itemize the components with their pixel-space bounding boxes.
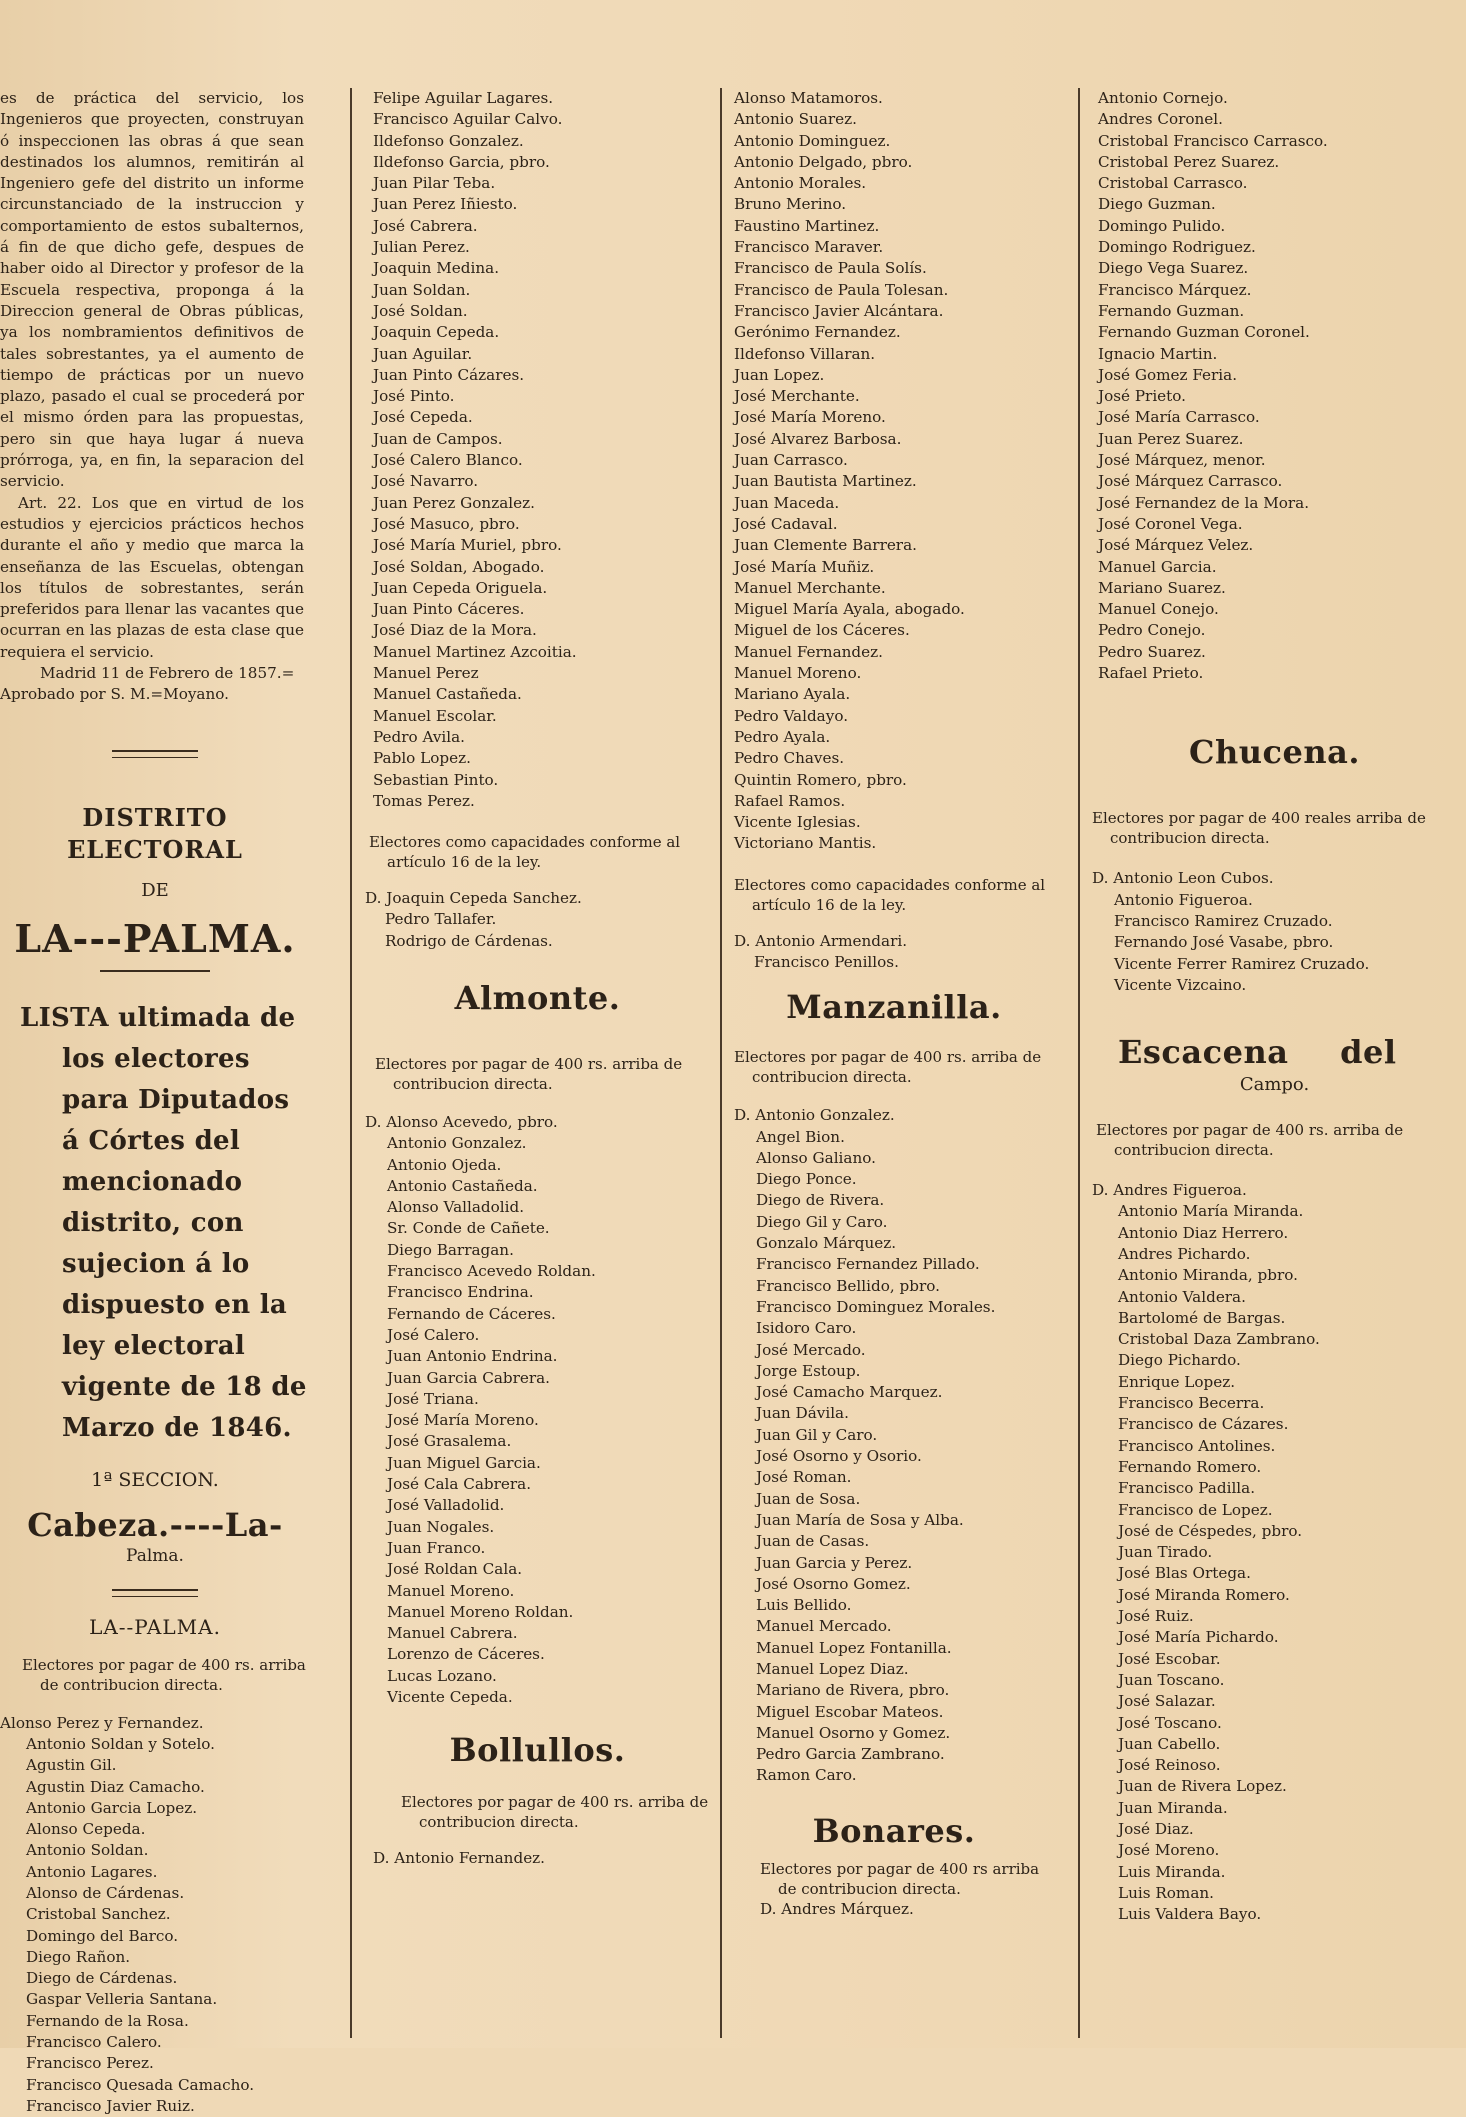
elector-name: Vicente Iglesias. [734, 813, 861, 832]
elector-name: Manuel Fernandez. [734, 642, 883, 661]
elector-name: Francisco Bellido, pbro. [756, 1276, 940, 1295]
elector-name: Diego Barragan. [387, 1240, 514, 1259]
elector-name: Julian Perez. [373, 238, 470, 257]
electors-caption: Electores por pagar de 400 rs. arriba de contribucion directa. [1096, 1121, 1404, 1160]
elector-name: José María Moreno. [387, 1411, 539, 1430]
electors-caption: Electores por pagar de 400 rs arriba de contribucion directa. [760, 1859, 1040, 1898]
elector-name: Fernando Romero. [1118, 1457, 1262, 1476]
elector-name: José Prieto. [1098, 387, 1186, 406]
electors-caption: Electores por pagar de 400 rs. arriba de contribucion directa. [22, 1655, 306, 1694]
elector-name: José Mercado. [756, 1340, 866, 1359]
elector-name: José Calero Blanco. [373, 451, 523, 470]
elector-name: Lucas Lozano. [387, 1666, 497, 1685]
town-title-cabeza-2: Palma. [126, 1545, 184, 1566]
elector-name: Juan Pinto Cázares. [373, 365, 525, 384]
elector-name: D. Antonio Fernandez. [373, 1849, 546, 1868]
elector-name: Agustin Diaz Camacho. [26, 1777, 205, 1796]
elector-name: José Diaz de la Mora. [373, 621, 537, 640]
elector-name: Rafael Prieto. [1098, 664, 1204, 683]
elector-name: Antonio Castañeda. [387, 1176, 538, 1195]
elector-name: Juan Gil y Caro. [756, 1425, 878, 1444]
electors-list [1092, 868, 1457, 996]
elector-name: D. Joaquin Cepeda Sanchez. [365, 889, 582, 908]
elector-name: Gonzalo Márquez. [756, 1234, 897, 1253]
elector-name: José Triana. [387, 1389, 479, 1408]
elector-name: Juan Miranda. [1118, 1798, 1228, 1817]
elector-name: Francisco Endrina. [387, 1283, 534, 1302]
elector-name: Mariano Ayala. [734, 685, 851, 704]
elector-name: José Toscano. [1118, 1713, 1222, 1732]
elector-name: Andres Pichardo. [1118, 1244, 1251, 1263]
elector-name: Diego de Cárdenas. [26, 1969, 178, 1988]
elector-name: José Grasalema. [387, 1432, 512, 1451]
elector-name: Quintin Romero, pbro. [734, 770, 907, 789]
elector-name: Francisco Quesada Camacho. [26, 2075, 255, 2094]
elector-name: D. Antonio Armendari. [734, 931, 908, 950]
elector-name: Francisco Márquez. [1098, 280, 1252, 299]
elector-name: Luis Miranda. [1118, 1862, 1226, 1881]
elector-name: Manuel Mercado. [756, 1617, 892, 1636]
elector-name: Francisco Aguilar Calvo. [373, 110, 563, 129]
elector-name: Bartolomé de Bargas. [1118, 1308, 1286, 1327]
elector-name: Juan Antonio Endrina. [387, 1347, 558, 1366]
elector-name: José María Moreno. [734, 408, 886, 427]
elector-name: Mariano Suarez. [1098, 578, 1226, 597]
elector-name: Francisco de Lopez. [1118, 1500, 1273, 1519]
elector-name: D. Antonio Gonzalez. [734, 1106, 895, 1125]
elector-name: Pedro Conejo. [1098, 621, 1206, 640]
town-title-almonte: Almonte. [454, 978, 621, 1017]
elector-name: José Osorno Gomez. [756, 1574, 911, 1593]
elector-name: Ildefonso Gonzalez. [373, 131, 524, 150]
elector-name: Manuel Perez [373, 664, 479, 683]
column-2 [365, 88, 710, 1870]
elector-name: Juan Clemente Barrera. [734, 536, 917, 555]
elector-name: Alonso Matamoros. [734, 89, 883, 107]
subtown-title: LA--PALMA. [89, 1614, 221, 1639]
electors-list [1092, 1180, 1457, 1925]
town-title-escacena: Escacena del [1118, 1033, 1397, 1072]
elector-name: José Merchante. [734, 387, 860, 406]
elector-name: Francisco Dominguez Morales. [756, 1297, 996, 1316]
elector-name: Pedro Tallafer. [385, 910, 497, 929]
elector-name: Ignacio Martin. [1098, 344, 1218, 363]
elector-name: José Miranda Romero. [1118, 1585, 1290, 1604]
elector-name: Faustino Martinez. [734, 216, 880, 235]
elector-name: Manuel Castañeda. [373, 685, 522, 704]
elector-name: José Moreno. [1118, 1841, 1220, 1860]
elector-name: Miguel María Ayala, abogado. [734, 600, 965, 619]
town-title-bonares: Bonares. [812, 1811, 976, 1850]
elector-name: Miguel Escobar Mateos. [756, 1702, 944, 1721]
district-de: DE [141, 879, 169, 901]
elector-name: José Alvarez Barbosa. [734, 429, 902, 448]
section-label: 1ª SECCION. [91, 1468, 219, 1491]
capacities-list [365, 888, 710, 952]
elector-name: José Ruiz. [1118, 1607, 1194, 1626]
elector-name: Fernando de Cáceres. [387, 1304, 556, 1323]
elector-name: Vicente Cepeda. [387, 1688, 513, 1706]
elector-name: Pablo Lopez. [373, 749, 471, 768]
elector-name: Juan Soldan. [373, 280, 471, 299]
approval-line: Aprobado por S. M.=Moyano. [0, 685, 229, 704]
elector-name: José Osorno y Osorio. [756, 1447, 922, 1466]
elector-name: Manuel Garcia. [1098, 557, 1217, 576]
elector-name: Francisco Penillos. [754, 952, 899, 971]
elector-name: Rafael Ramos. [734, 791, 846, 810]
elector-name: Juan Tirado. [1118, 1543, 1213, 1562]
elector-name: Antonio Suarez. [734, 110, 857, 129]
elector-name: Felipe Aguilar Lagares. [373, 89, 554, 107]
elector-name: Juan Perez Gonzalez. [373, 493, 535, 512]
elector-name: Francisco Acevedo Roldan. [387, 1262, 596, 1281]
elector-name: Fernando de la Rosa. [26, 2011, 189, 2030]
elector-name: Pedro Suarez. [1098, 642, 1206, 661]
elector-name: Juan de Campos. [373, 429, 503, 448]
column-rule [720, 88, 722, 2038]
elector-name: Antonio Cornejo. [1098, 89, 1228, 107]
elector-name: Bruno Merino. [734, 195, 847, 214]
elector-name: Joaquin Medina. [373, 259, 500, 278]
elector-name: Manuel Conejo. [1098, 600, 1219, 619]
elector-name: Manuel Moreno. [387, 1581, 515, 1600]
elector-name: Manuel Lopez Fontanilla. [756, 1638, 952, 1657]
elector-name: Alonso Perez y Fernandez. [0, 1713, 204, 1732]
elector-name: Pedro Garcia Zambrano. [756, 1745, 945, 1764]
elector-name: Manuel Cabrera. [387, 1624, 518, 1643]
elector-name: Diego Gil y Caro. [756, 1212, 888, 1231]
elector-name: José Soldan, Abogado. [373, 557, 545, 576]
electors-list [1092, 88, 1457, 684]
elector-name: Juan Perez Suarez. [1098, 429, 1244, 448]
elector-name: Francisco Maraver. [734, 238, 884, 257]
elector-name: Fernando José Vasabe, pbro. [1114, 933, 1334, 952]
elector-name: Luis Bellido. [756, 1596, 852, 1615]
elector-name: Juan Cabello. [1118, 1734, 1221, 1753]
elector-name: Antonio Soldan. [26, 1841, 149, 1860]
elector-name: Antonio Ojeda. [387, 1155, 502, 1174]
elector-name: Antonio Dominguez. [734, 131, 891, 150]
elector-name: Ildefonso Garcia, pbro. [373, 152, 550, 171]
elector-name: Domingo del Barco. [26, 1926, 179, 1945]
separator [112, 1589, 198, 1597]
separator [112, 750, 198, 758]
elector-name: Antonio Soldan y Sotelo. [26, 1734, 216, 1753]
elector-name: Juan de Casas. [756, 1532, 870, 1551]
capacities-list [734, 931, 1054, 974]
ornament [100, 970, 210, 972]
elector-name: Juan Garcia Cabrera. [387, 1368, 551, 1387]
elector-name: D. Andres Figueroa. [1092, 1181, 1247, 1200]
elector-name: José Cabrera. [373, 216, 478, 235]
elector-name: Diego Rañon. [26, 1947, 131, 1966]
article-22: Art. 22. Los que en virtud de los estudios y ejercicios prácticos hechos durante el año y medio que marca la enseñanza de las Escuelas, obtengan los títulos de sobrestantes, serán preferidos para llenar las vacantes que ocurran en las plazas de esta clase que requiera el servicio. [0, 493, 304, 661]
elector-name: José Blas Ortega. [1118, 1564, 1251, 1583]
elector-name: Juan Pilar Teba. [373, 174, 496, 193]
town-title-cabeza: Cabeza.----La- [27, 1505, 283, 1544]
elector-name: Alonso Galiano. [756, 1148, 876, 1167]
elector-name: José Coronel Vega. [1098, 514, 1243, 533]
column-3 [734, 88, 1054, 1920]
elector-name: Sebastian Pinto. [373, 770, 499, 789]
elector-name: D. Andres Márquez. [760, 1899, 914, 1918]
elector-name: Pedro Chaves. [734, 749, 845, 768]
elector-name: Alonso Cepeda. [26, 1820, 146, 1839]
elector-name: Juan Cepeda Origuela. [373, 578, 548, 597]
elector-name: José Gomez Feria. [1098, 365, 1238, 384]
elector-name: Cristobal Perez Suarez. [1098, 152, 1280, 171]
elector-name: José Fernandez de la Mora. [1098, 493, 1310, 512]
town-title-manzanilla: Manzanilla. [786, 988, 1002, 1027]
electors-caption: Electores por pagar de 400 reales arriba de contribucion directa. [1092, 809, 1426, 848]
elector-name: Alonso Valladolid. [387, 1198, 525, 1217]
elector-name: Francisco Calero. [26, 2033, 162, 2052]
elector-name: Agustin Gil. [26, 1756, 117, 1775]
electors-list [365, 1848, 710, 1869]
elector-name: Luis Valdera Bayo. [1118, 1905, 1262, 1924]
town-title-chucena: Chucena. [1189, 733, 1360, 772]
elector-name: José Roldan Cala. [387, 1560, 523, 1579]
elector-name: Antonio Valdera. [1118, 1287, 1246, 1306]
regulation-paragraph: es de práctica del servicio, los Ingenieros que proyecten, construyan ó inspeccionen las obras á que sean destinados los alumnos, remitirán al Ingeniero gefe del distrito un informe circunstanciado de la instruccion y comportamiento de estos subalternos, á fin de que dicho gefe, despues de haber oido al Director y profesor de la Escuela respectiva, proponga á la Direccion general de Obras públicas, ya los nombramientos definitivos de tales sobrestantes, ya el aumento de tiempo de prácticas por un nuevo plazo, pasado el cual se procederá por el mismo órden para las propuestas, pero sin que haya lugar á nueva prórroga, ya, en fin, la separacion del servicio. [0, 89, 304, 491]
elector-name: Francisco de Paula Solís. [734, 259, 927, 278]
electors-list [734, 88, 1054, 855]
elector-name: Pedro Avila. [373, 727, 466, 746]
elector-name: Isidoro Caro. [756, 1319, 857, 1338]
elector-name: José María Muñiz. [734, 557, 875, 576]
elector-name: Juan Franco. [387, 1538, 486, 1557]
elector-name: Sr. Conde de Cañete. [387, 1219, 550, 1238]
elector-name: Alonso de Cárdenas. [26, 1883, 185, 1902]
elector-name: Juan Lopez. [734, 365, 825, 384]
elector-name: José Márquez, menor. [1098, 451, 1266, 470]
column-1 [0, 88, 310, 2117]
elector-name: Enrique Lopez. [1118, 1372, 1236, 1391]
elector-name: Juan Garcia y Perez. [756, 1553, 913, 1572]
elector-name: Antonio María Miranda. [1118, 1202, 1304, 1221]
elector-name: Gaspar Velleria Santana. [26, 1990, 218, 2009]
elector-name: Juan de Sosa. [756, 1489, 861, 1508]
elector-name: Gerónimo Fernandez. [734, 323, 901, 342]
elector-name: Diego Guzman. [1098, 195, 1216, 214]
elector-name: Ildefonso Villaran. [734, 344, 876, 363]
elector-name: Manuel Moreno. [734, 664, 862, 683]
elector-name: Juan de Rivera Lopez. [1118, 1777, 1287, 1796]
electors-list [365, 88, 710, 812]
elector-name: Mariano de Rivera, pbro. [756, 1681, 950, 1700]
elector-name: José María Muriel, pbro. [373, 536, 562, 555]
elector-name: Francisco de Paula Tolesan. [734, 280, 949, 299]
elector-name: José Cadaval. [734, 514, 838, 533]
elector-name: Pedro Valdayo. [734, 706, 849, 725]
capacities-caption: Electores como capacidades conforme al artículo 16 de la ley. [369, 833, 681, 872]
elector-name: José Salazar. [1118, 1692, 1216, 1711]
elector-name: Juan Maceda. [734, 493, 840, 512]
electors-list [365, 1112, 710, 1708]
elector-name: Francisco Javier Ruiz. [26, 2096, 195, 2115]
electors-caption: Electores por pagar de 400 rs. arriba de contribucion directa. [401, 1793, 709, 1832]
elector-name: Vicente Ferrer Ramirez Cruzado. [1114, 954, 1370, 973]
district-name: LA---PALMA. [14, 915, 296, 961]
elector-name: Victoriano Mantis. [734, 834, 877, 853]
elector-name: Antonio Garcia Lopez. [26, 1798, 198, 1817]
electors-list [0, 1713, 310, 2117]
elector-name: José Márquez Velez. [1098, 536, 1254, 555]
elector-name: Francisco Padilla. [1118, 1479, 1256, 1498]
elector-name: José Soldan. [373, 301, 468, 320]
elector-name: Juan Toscano. [1118, 1670, 1225, 1689]
electors-caption: Electores por pagar de 400 rs. arriba de contribucion directa. [734, 1048, 1042, 1087]
capacities-caption: Electores como capacidades conforme al artículo 16 de la ley. [734, 875, 1046, 914]
elector-name: José Camacho Marquez. [756, 1383, 943, 1402]
town-title-escacena-2: Campo. [1239, 1074, 1310, 1096]
elector-name: Domingo Rodriguez. [1098, 238, 1256, 257]
elector-name: Juan Dávila. [756, 1404, 849, 1423]
electors-caption: Electores por pagar de 400 rs. arriba de contribucion directa. [375, 1054, 683, 1093]
column-rule [1078, 88, 1080, 2038]
elector-name: Fernando Guzman Coronel. [1098, 323, 1310, 342]
elector-name: Francisco Ramirez Cruzado. [1114, 911, 1333, 930]
elector-name: Joaquin Cepeda. [373, 323, 500, 342]
district-heading: DISTRITO ELECTORAL [67, 802, 243, 864]
elector-name: José Cepeda. [373, 408, 473, 427]
elector-name: Juan Aguilar. [373, 344, 473, 363]
elector-name: Tomas Perez. [373, 791, 475, 810]
elector-name: Juan Perez Iñiesto. [373, 195, 518, 214]
elector-name: José Márquez Carrasco. [1098, 472, 1283, 491]
elector-name: Jorge Estoup. [756, 1361, 861, 1380]
elector-name: Juan Pinto Cáceres. [373, 600, 525, 619]
elector-name: Pedro Ayala. [734, 727, 831, 746]
elector-name: Francisco Antolines. [1118, 1436, 1276, 1455]
town-title-bollullos: Bollullos. [449, 1731, 626, 1770]
elector-name: José Navarro. [373, 472, 479, 491]
elector-name: José Masuco, pbro. [373, 514, 520, 533]
elector-name: Juan Nogales. [387, 1517, 495, 1536]
elector-name: Diego Pichardo. [1118, 1351, 1241, 1370]
elector-name: Antonio Miranda, pbro. [1118, 1266, 1298, 1285]
elector-name: Fernando Guzman. [1098, 301, 1245, 320]
dateline: Madrid 11 de Febrero de 1857.= [40, 664, 295, 683]
elector-name: José Escobar. [1118, 1649, 1221, 1668]
elector-name: Juan Miguel Garcia. [387, 1453, 541, 1472]
elector-name: Manuel Lopez Diaz. [756, 1660, 909, 1678]
elector-name: Cristobal Carrasco. [1098, 174, 1248, 193]
elector-name: José Pinto. [373, 387, 455, 406]
elector-name: José de Céspedes, pbro. [1118, 1521, 1303, 1540]
column-rule [350, 88, 352, 2038]
elector-name: Francisco Javier Alcántara. [734, 301, 944, 320]
elector-name: José Roman. [756, 1468, 852, 1487]
elector-name: Luis Roman. [1118, 1883, 1214, 1902]
elector-name: Miguel de los Cáceres. [734, 621, 910, 640]
elector-name: Manuel Moreno Roldan. [387, 1602, 574, 1621]
elector-name: José María Carrasco. [1098, 408, 1260, 427]
elector-name: Manuel Merchante. [734, 578, 886, 597]
elector-name: José Diaz. [1118, 1820, 1194, 1838]
elector-name: Antonio Figueroa. [1114, 890, 1253, 909]
elector-name: Antonio Lagares. [26, 1862, 158, 1881]
elector-name: Ramon Caro. [756, 1766, 857, 1785]
elector-name: Rodrigo de Cárdenas. [385, 931, 553, 950]
electors-list [734, 1899, 1054, 1920]
elector-name: Cristobal Sanchez. [26, 1905, 171, 1924]
elector-name: Antonio Diaz Herrero. [1118, 1223, 1289, 1242]
elector-name: Diego Ponce. [756, 1170, 857, 1189]
elector-name: Lorenzo de Cáceres. [387, 1645, 545, 1664]
column-4 [1092, 88, 1457, 1925]
elector-name: Cristobal Daza Zambrano. [1118, 1330, 1320, 1349]
elector-name: Angel Bion. [756, 1127, 845, 1146]
elector-name: D. Antonio Leon Cubos. [1092, 869, 1274, 888]
elector-name: Andres Coronel. [1098, 110, 1223, 129]
elector-name: Vicente Vizcaino. [1114, 975, 1247, 994]
elector-name: Diego de Rivera. [756, 1191, 885, 1210]
elector-name: Manuel Osorno y Gomez. [756, 1723, 951, 1742]
elector-name: Antonio Morales. [734, 174, 867, 193]
elector-name: Francisco Fernandez Pillado. [756, 1255, 980, 1274]
elector-name: Francisco de Cázares. [1118, 1415, 1289, 1434]
elector-name: Francisco Becerra. [1118, 1394, 1265, 1413]
elector-name: Francisco Perez. [26, 2054, 154, 2073]
electors-list [734, 1105, 1054, 1787]
elector-name: José Cala Cabrera. [387, 1475, 532, 1494]
elector-name: José Reinoso. [1118, 1756, 1221, 1775]
elector-name: Antonio Gonzalez. [387, 1134, 527, 1153]
elector-name: Antonio Delgado, pbro. [734, 152, 913, 171]
elector-name: Juan Carrasco. [734, 451, 848, 470]
elector-name: Juan Bautista Martinez. [734, 472, 917, 491]
elector-name: José Calero. [387, 1325, 480, 1344]
elector-name: Domingo Pulido. [1098, 216, 1226, 235]
elector-name: Juan María de Sosa y Alba. [756, 1510, 964, 1529]
elector-name: Manuel Martinez Azcoitia. [373, 642, 577, 661]
elector-name: Cristobal Francisco Carrasco. [1098, 131, 1328, 150]
elector-name: D. Alonso Acevedo, pbro. [365, 1112, 558, 1131]
elector-name: José María Pichardo. [1118, 1628, 1279, 1647]
elector-name: Diego Vega Suarez. [1098, 259, 1249, 278]
list-heading: LISTA ultimada de los electores para Diputados á Córtes del mencionado distrito, con sujecion á lo dispuesto en la ley electoral vigente de 18 de Marzo de 1846. [20, 1002, 307, 1443]
elector-name: Manuel Escolar. [373, 706, 497, 725]
elector-name: José Valladolid. [387, 1496, 505, 1515]
